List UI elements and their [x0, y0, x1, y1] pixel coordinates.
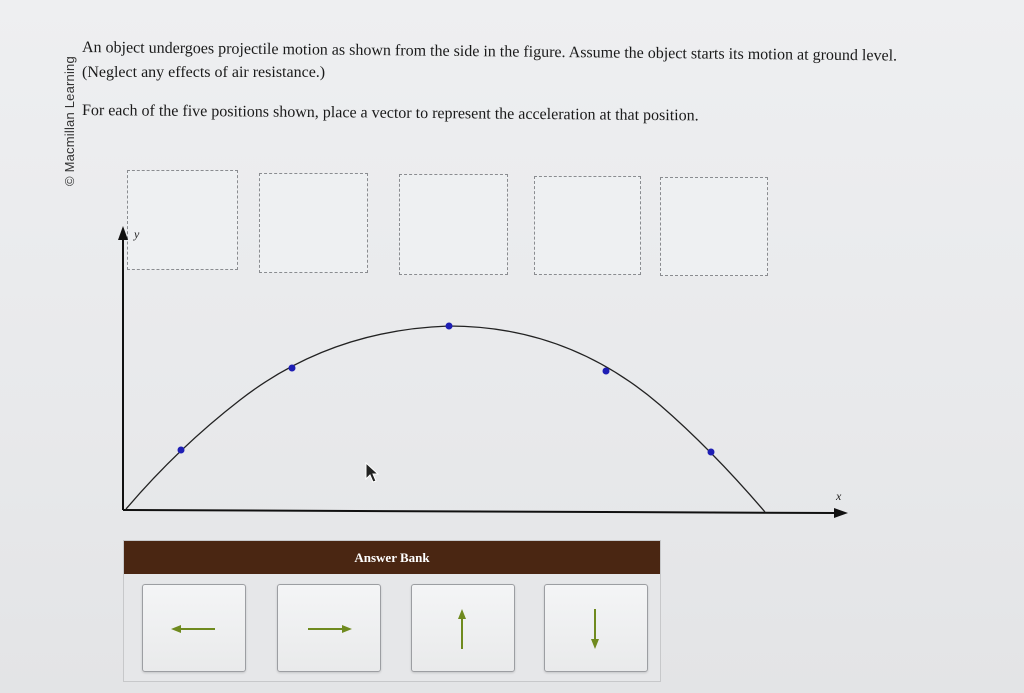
right-arrow-icon — [278, 585, 380, 671]
position-point-4 — [603, 368, 610, 375]
down-arrow-tile[interactable] — [544, 584, 648, 672]
question-line-1: An object undergoes projectile motion as shown from the side in the figure. Assume the object starts its motion at ground level. — [81, 39, 898, 65]
position-point-5 — [708, 449, 715, 456]
answer-bank-header: Answer Bank — [124, 541, 660, 574]
trajectory-curve — [126, 326, 765, 512]
x-axis-arrowhead — [834, 508, 848, 518]
left-arrow-icon — [143, 585, 245, 671]
x-axis — [123, 510, 836, 513]
right-arrow-tile[interactable] — [277, 584, 381, 672]
position-point-2 — [289, 365, 296, 372]
up-arrow-tile[interactable] — [411, 584, 515, 672]
copyright-watermark: © Macmillan Learning — [62, 56, 77, 186]
mouse-cursor-icon — [365, 462, 381, 484]
question-line-2: (Neglect any effects of air resistance.) — [82, 64, 326, 81]
position-point-3 — [446, 323, 453, 330]
y-axis-arrowhead — [118, 226, 128, 240]
answer-bank — [123, 540, 661, 682]
question-instruction: For each of the five positions shown, place a vector to represent the acceleration at that position. — [81, 102, 699, 125]
left-arrow-tile[interactable] — [142, 584, 246, 672]
position-point-1 — [178, 447, 185, 454]
down-arrow-icon — [545, 585, 647, 671]
x-axis-label: x — [836, 489, 842, 503]
y-axis-label: y — [134, 227, 140, 241]
up-arrow-icon — [412, 585, 514, 671]
